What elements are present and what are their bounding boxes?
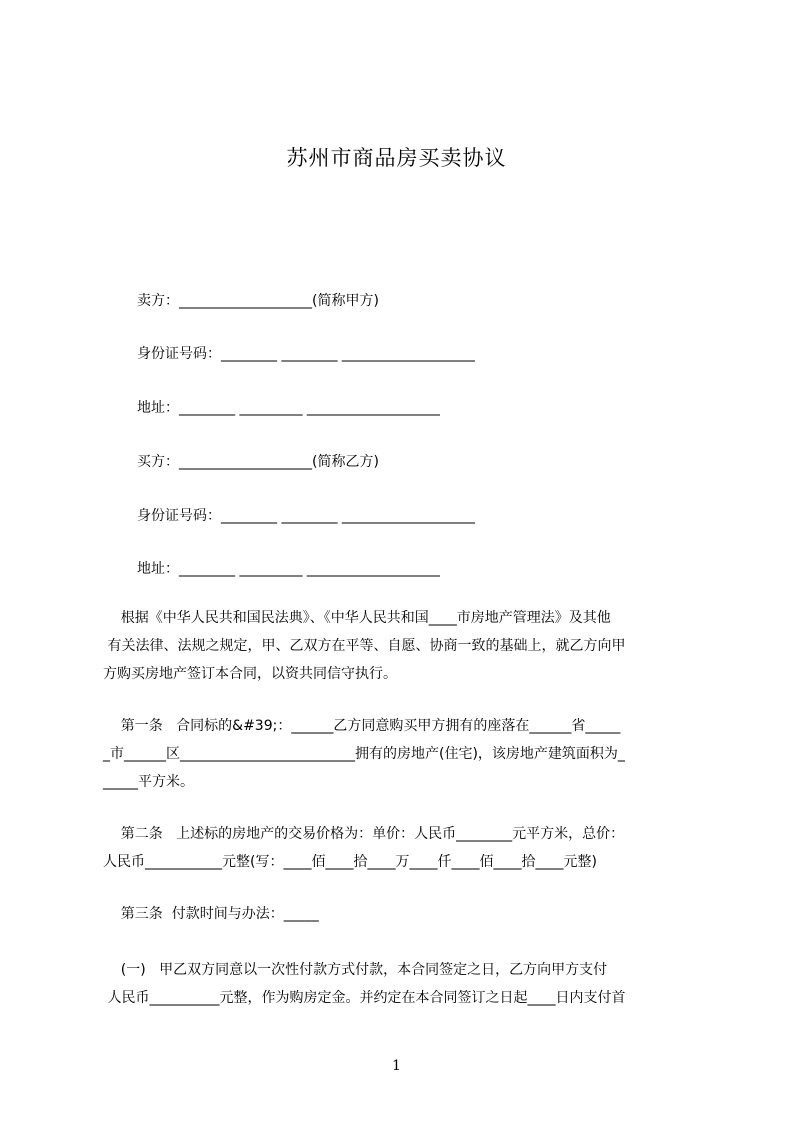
- seller-line: 卖方：___________________(简称甲方): [137, 293, 379, 309]
- clause-1-line: (一) 甲乙双方同意以一次性付款方式付款，本合同签定之日，乙方向甲方支付: [103, 962, 608, 978]
- buyer-address-line: 地址：________ _________ ___________________: [137, 561, 440, 577]
- preamble-line: 根据《中华人民共和国民法典》、《中华人民共和国____市房地产管理法》及其他: [103, 610, 611, 626]
- preamble-line: 方购买房地产签订本合同，以资共同信守执行。: [103, 666, 397, 682]
- clause-1-line: 人民币__________元整，作为购房定金。并约定在本合同签订之日起____日内支付首: [103, 990, 626, 1006]
- article-2-line: 人民币___________元整(写：____佰____拾____万____仟____佰____拾____元整): [103, 854, 597, 870]
- document-title: 苏州市商品房买卖协议: [286, 146, 507, 170]
- clause-1-paragraph: [103, 956, 713, 1012]
- article-3-line: 第三条 付款时间与办法：_____: [103, 906, 319, 922]
- seller-address-line: 地址：________ _________ ___________________: [137, 400, 440, 416]
- buyer-line: 买方：___________________(简称乙方): [137, 454, 379, 470]
- buyer-id-line: 身份证号码：________ ________ ___________________: [137, 508, 475, 524]
- article-1-line: _市______区_________________________拥有的房地产(住宅)，该房地产建筑面积为_: [103, 746, 625, 762]
- page-number: 1: [392, 1058, 401, 1074]
- article-1-line: _____平方米。: [103, 774, 194, 790]
- preamble-line: 有关法律、法规之规定，甲、乙双方在平等、自愿、协商一致的基础上，就乙方向甲: [103, 638, 626, 654]
- preamble-paragraph: [103, 604, 713, 688]
- article-1-paragraph: [103, 712, 713, 796]
- article-1-line: 第一条 合同标的&#39;：______乙方同意购买甲方拥有的座落在______省_____: [103, 718, 621, 734]
- article-2-paragraph: [103, 820, 713, 876]
- seller-id-line: 身份证号码：________ ________ ___________________: [137, 346, 475, 362]
- article-2-line: 第二条 上述标的房地产的交易价格为：单价：人民币________元平方米，总价：: [103, 826, 625, 842]
- article-3-paragraph: [103, 900, 713, 928]
